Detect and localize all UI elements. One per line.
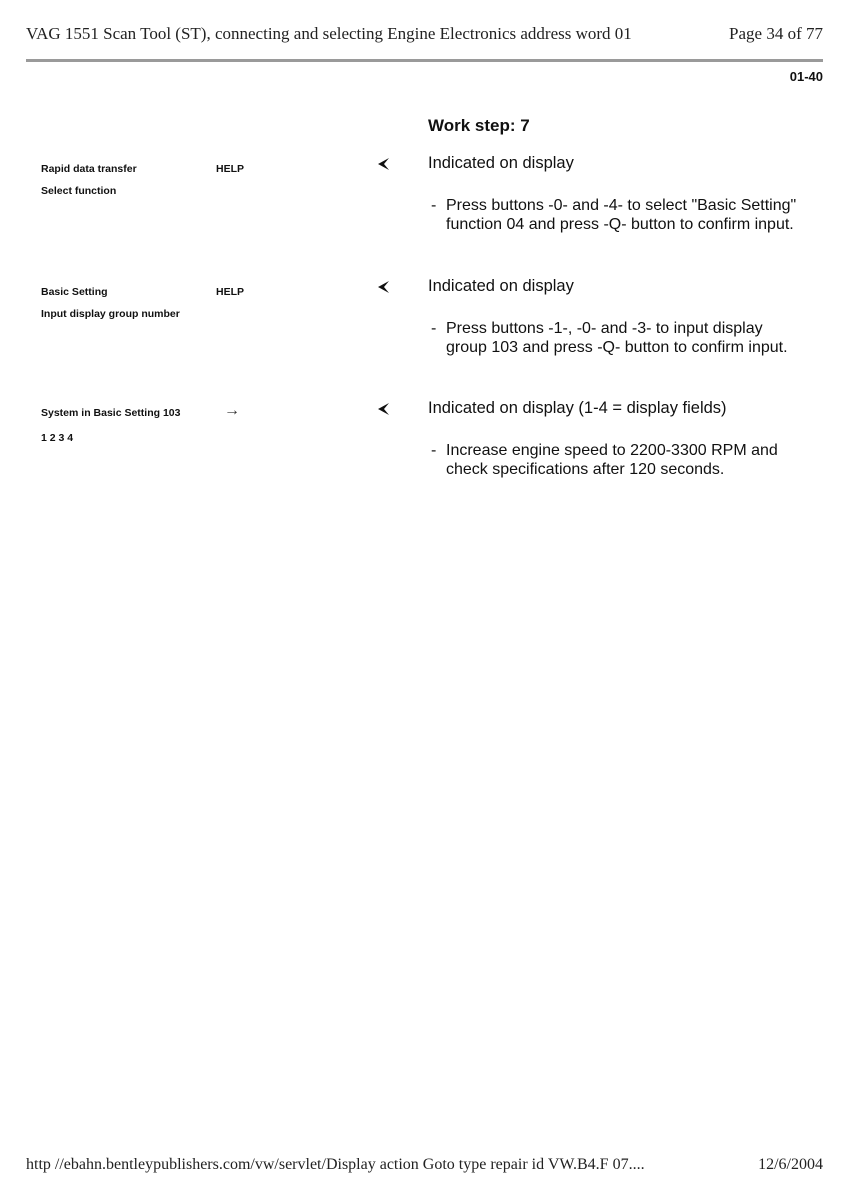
instruction-item (431, 441, 803, 479)
display-line-1: Rapid data transfer (41, 163, 137, 175)
footer-url: http //ebahn.bentleypublishers.com/vw/servlet/Display action Goto type repair id VW.B4.F 07.... (26, 1156, 645, 1173)
list-dash: - (431, 442, 437, 459)
footer-date: 12/6/2004 (758, 1156, 823, 1173)
section-code: 01-40 (789, 69, 823, 84)
display-line-2: Input display group number (41, 308, 180, 320)
document-title: VAG 1551 Scan Tool (ST), connecting and selecting Engine Electronics address word 01 (26, 24, 632, 43)
list-dash: - (431, 320, 437, 337)
pointer-arrow-icon (375, 156, 391, 172)
pointer-arrow-icon (375, 401, 391, 417)
page-number: Page 34 of 77 (729, 24, 823, 43)
display-help-label: HELP (216, 286, 245, 298)
indicated-text: Indicated on display (428, 277, 574, 295)
instruction-item (431, 196, 803, 234)
work-step-heading: Work step: 7 (428, 116, 530, 135)
instruction-text: Press buttons -1-, -0- and -3- to input display group 103 and press -Q- button to confirm input. (446, 320, 788, 356)
display-line-2: 1 2 3 4 (41, 432, 74, 444)
page-header (26, 22, 823, 50)
list-dash: - (431, 197, 437, 214)
display-line-1: Basic Setting (41, 286, 108, 298)
instruction-text: Increase engine speed to 2200-3300 RPM and check specifications after 120 seconds. (446, 442, 778, 478)
display-line-2: Select function (41, 185, 117, 197)
display-line-1: System in Basic Setting 103 (41, 407, 181, 419)
instruction-item (431, 319, 803, 357)
display-help-label: HELP (216, 163, 245, 175)
header-rule (26, 59, 823, 62)
right-arrow-icon: → (224, 402, 240, 419)
instruction-text: Press buttons -0- and -4- to select "Basic Setting" function 04 and press -Q- button to confirm input. (446, 197, 797, 233)
pointer-arrow-icon (375, 279, 391, 295)
indicated-text: Indicated on display (428, 154, 574, 172)
indicated-text: Indicated on display (1-4 = display fields) (428, 399, 727, 417)
